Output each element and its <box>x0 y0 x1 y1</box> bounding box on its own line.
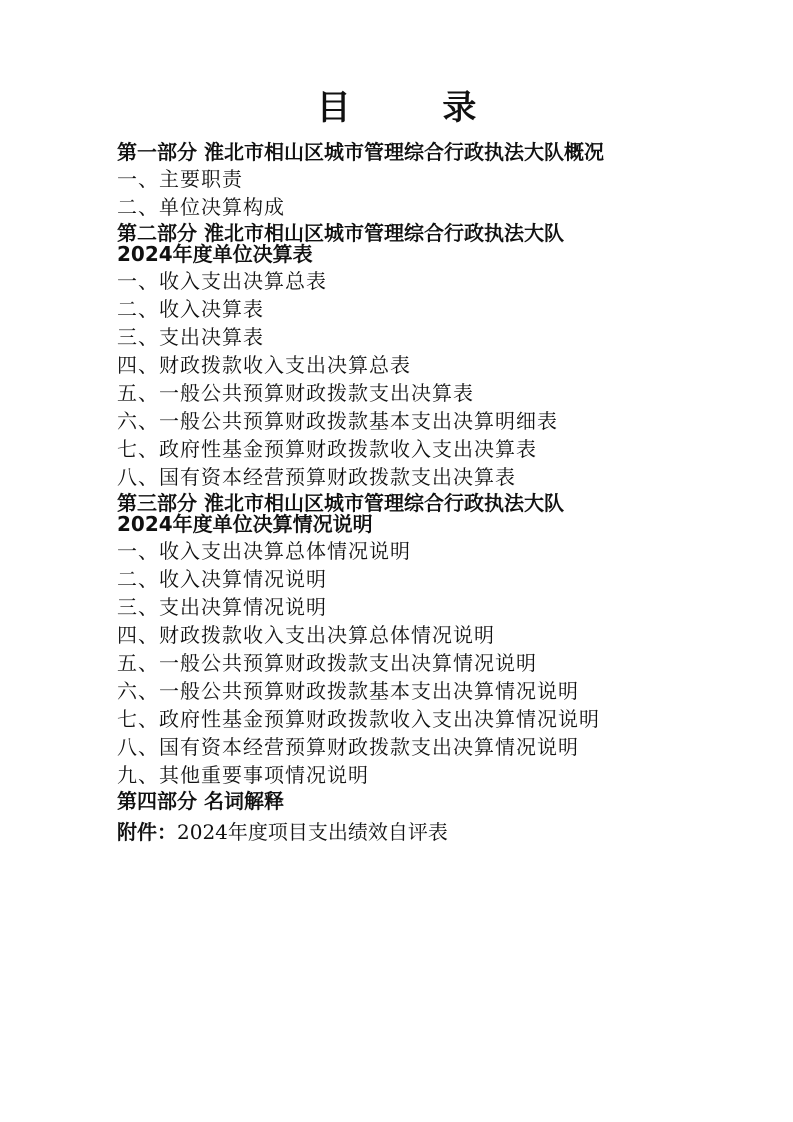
toc-item: 二、单位决算构成 <box>117 195 285 219</box>
toc-item: 一、主要职责 <box>117 167 243 191</box>
toc-item: 一、收入支出决算总表 <box>117 269 327 293</box>
toc-item: 九、其他重要事项情况说明 <box>117 763 369 787</box>
part2-heading-line1: 第二部分 淮北市相山区城市管理综合行政执法大队 <box>117 221 564 245</box>
appendix-label: 附件： <box>117 820 177 844</box>
toc-item: 三、支出决算表 <box>117 325 264 349</box>
part3-heading-line2: 2024年度单位决算情况说明 <box>117 512 373 536</box>
appendix-line <box>117 818 677 846</box>
part4-heading: 第四部分 名词解释 <box>117 789 284 813</box>
part3-heading <box>117 493 677 535</box>
toc-item: 四、财政拨款收入支出决算总表 <box>117 353 411 377</box>
toc-item: 七、政府性基金预算财政拨款收入支出决算表 <box>117 437 537 461</box>
toc-item: 六、一般公共预算财政拨款基本支出决算情况说明 <box>117 679 579 703</box>
toc-item: 五、一般公共预算财政拨款支出决算情况说明 <box>117 651 537 675</box>
part3-heading-line1: 第三部分 淮北市相山区城市管理综合行政执法大队 <box>117 491 564 515</box>
toc-item: 八、国有资本经营预算财政拨款支出决算表 <box>117 465 516 489</box>
toc-item: 六、一般公共预算财政拨款基本支出决算明细表 <box>117 409 558 433</box>
toc-item: 一、收入支出决算总体情况说明 <box>117 539 411 563</box>
part2-heading <box>117 223 677 265</box>
toc-item: 四、财政拨款收入支出决算总体情况说明 <box>117 623 495 647</box>
page-title: 目 录 <box>316 88 517 128</box>
toc-item: 三、支出决算情况说明 <box>117 595 327 619</box>
toc-item: 五、一般公共预算财政拨款支出决算表 <box>117 381 474 405</box>
toc-item: 八、国有资本经营预算财政拨款支出决算情况说明 <box>117 735 579 759</box>
part1-heading: 第一部分 淮北市相山区城市管理综合行政执法大队概况 <box>117 140 604 164</box>
part2-heading-line2: 2024年度单位决算表 <box>117 242 313 266</box>
toc-item: 七、政府性基金预算财政拨款收入支出决算情况说明 <box>117 707 600 731</box>
toc-item: 二、收入决算表 <box>117 297 264 321</box>
toc-item: 二、收入决算情况说明 <box>117 567 327 591</box>
table-of-contents <box>117 140 677 846</box>
appendix-text: 2024年度项目支出绩效自评表 <box>177 820 448 844</box>
